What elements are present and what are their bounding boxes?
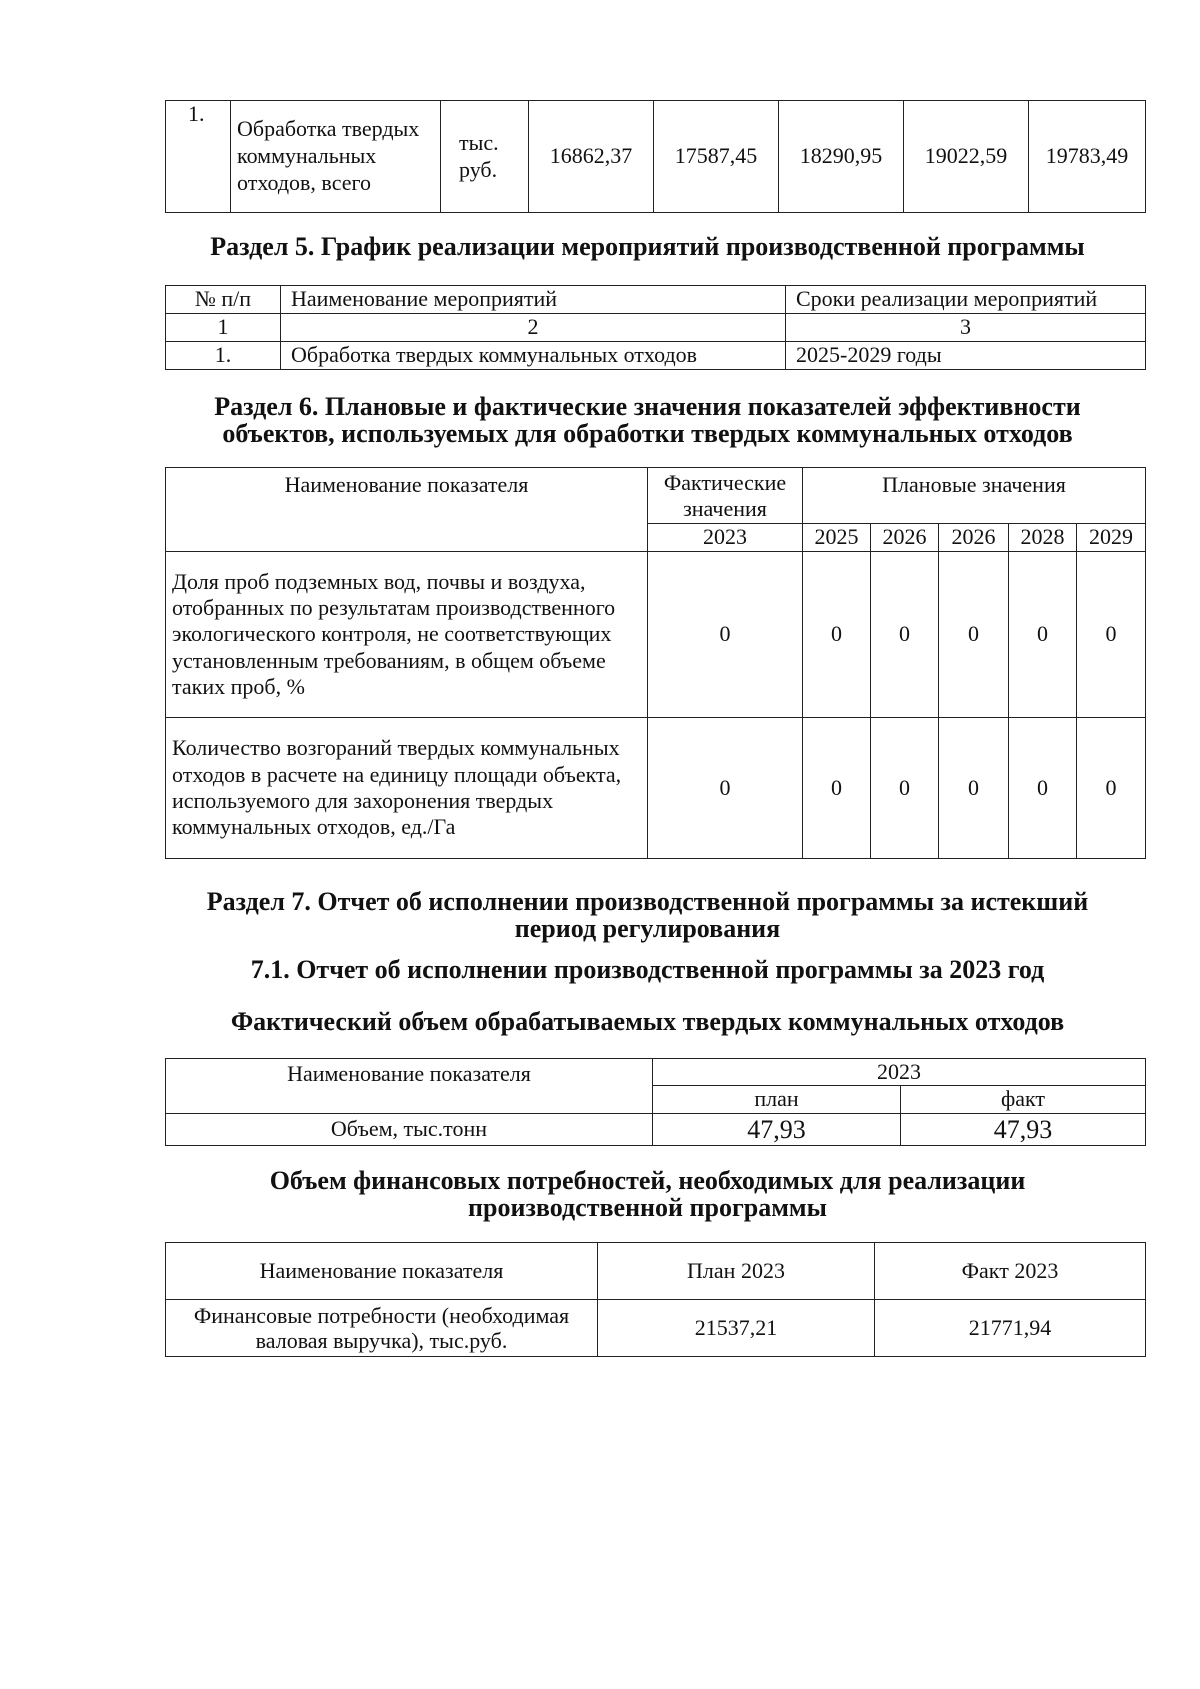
section7-subtitle: 7.1. Отчет об исполнении производственной программы за 2023 год (250, 955, 1045, 984)
value-cell: 0 (939, 552, 1009, 718)
finance-table-title: Объем финансовых потребностей, необходимых для реализации производственной программы (269, 1166, 1026, 1223)
value-cell: 0 (939, 718, 1009, 859)
row-period: 2025-2029 годы (786, 342, 1146, 370)
col-header-period: Сроки реализации мероприятий (786, 286, 1146, 314)
volume-table-title: Фактический объем обрабатываемых твердых коммунальных отходов (230, 1007, 1065, 1036)
value-cell: 19783,49 (1029, 101, 1146, 213)
value-cell: 0 (1009, 718, 1077, 859)
value-cell: 0 (1077, 552, 1146, 718)
col-header-year: 2023 (653, 1059, 1146, 1086)
col-header-name: Наименование мероприятий (281, 286, 786, 314)
table-header-row (166, 286, 1146, 314)
row-unit: тыс. руб. (441, 101, 529, 213)
row-name: Обработка твердых коммунальных отходов (281, 342, 786, 370)
section7-title: Раздел 7. Отчет об исполнении производственной программы за истекший период регулирования (206, 887, 1089, 944)
table-header-row (166, 468, 1146, 524)
value-cell: 18290,95 (779, 101, 904, 213)
value-cell: 17587,45 (654, 101, 779, 213)
col-header-fact: факт (901, 1086, 1146, 1113)
year-cell: 2026 (939, 524, 1009, 552)
volume-table (165, 1058, 1146, 1146)
col-header-fact: Факт 2023 (875, 1243, 1146, 1300)
section6-title: Раздел 6. Плановые и фактические значения показателей эффективности объектов, используемых для обработки твердых коммунальных отходов (214, 392, 1081, 449)
col-header-plan: План 2023 (598, 1243, 875, 1300)
value-cell: 16862,37 (529, 101, 654, 213)
col-header-name: Наименование показателя (166, 1059, 653, 1114)
table-row (166, 552, 1146, 718)
col-number: 1 (166, 314, 281, 342)
row-name: Финансовые потребности (необходимая валовая выручка), тыс.руб. (166, 1300, 598, 1357)
year-cell: 2023 (648, 524, 803, 552)
col-header-plan: Плановые значения (803, 468, 1146, 524)
section5-title: Раздел 5. График реализации мероприятий производственной программы (210, 232, 1085, 261)
schedule-table (165, 285, 1146, 370)
year-cell: 2028 (1009, 524, 1077, 552)
col-header-plan: план (653, 1086, 901, 1113)
table-row (166, 1113, 1146, 1145)
fact-value: 21771,94 (875, 1300, 1146, 1357)
col-header-name: Наименование показателя (166, 1243, 598, 1300)
value-cell: 19022,59 (904, 101, 1029, 213)
table-header-row (166, 1059, 1146, 1086)
table-row (166, 718, 1146, 859)
value-cell: 0 (871, 718, 939, 859)
col-number: 3 (786, 314, 1146, 342)
plan-value: 47,93 (653, 1113, 901, 1145)
table-numbering-row (166, 314, 1146, 342)
year-cell: 2026 (871, 524, 939, 552)
value-cell: 0 (871, 552, 939, 718)
row-name: Обработка твердых коммунальных отходов, всего (231, 101, 441, 213)
indicator-name: Доля проб подземных вод, почвы и воздуха, отобранных по результатам производственного экологического контроля, не соответствующих установленным требованиям, в общем объеме таких проб, % (166, 552, 648, 718)
indicator-name: Количество возгораний твердых коммунальных отходов в расчете на единицу площади объекта, используемого для захоронения твердых коммунальных отходов, ед./Га (166, 718, 648, 859)
table-row (166, 342, 1146, 370)
year-cell: 2025 (803, 524, 871, 552)
expenditure-table (165, 100, 1146, 213)
value-cell: 0 (1077, 718, 1146, 859)
col-number: 2 (281, 314, 786, 342)
table-header-row (166, 1243, 1146, 1300)
value-cell: 0 (803, 718, 871, 859)
fact-value: 47,93 (901, 1113, 1146, 1145)
row-name: Объем, тыс.тонн (166, 1113, 653, 1145)
table-row (166, 1300, 1146, 1357)
row-number: 1. (166, 342, 281, 370)
col-header-num: № п/п (166, 286, 281, 314)
value-cell: 0 (648, 552, 803, 718)
col-header-fact: Фактические значения (648, 468, 803, 524)
year-cell: 2029 (1077, 524, 1146, 552)
finance-table (165, 1242, 1146, 1357)
efficiency-table (165, 467, 1146, 859)
value-cell: 0 (1009, 552, 1077, 718)
plan-value: 21537,21 (598, 1300, 875, 1357)
value-cell: 0 (648, 718, 803, 859)
col-header-name: Наименование показателя (166, 468, 648, 552)
row-number: 1. (166, 101, 231, 213)
table-row (166, 101, 1146, 213)
value-cell: 0 (803, 552, 871, 718)
